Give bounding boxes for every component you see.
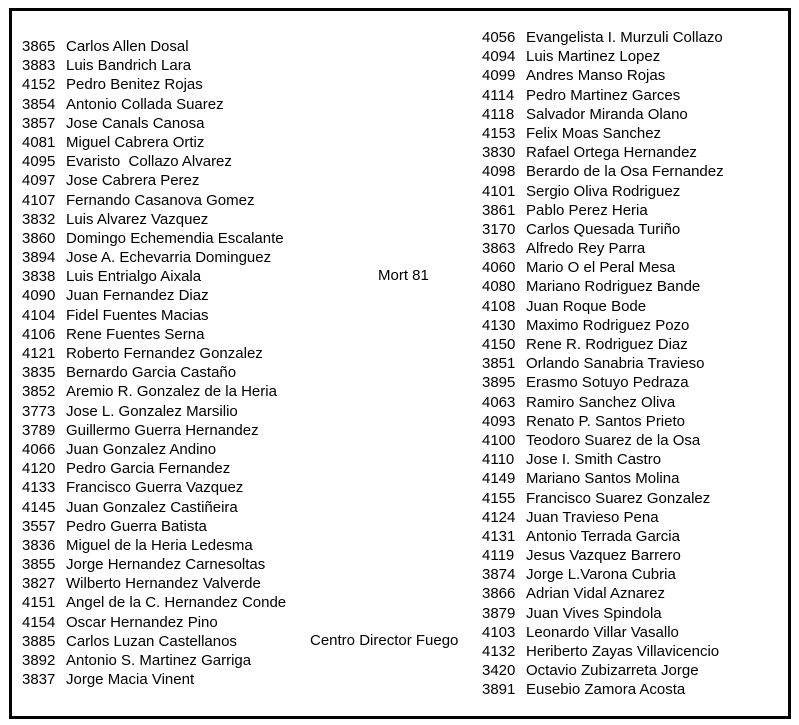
member-name: Alfredo Rey Parra xyxy=(526,240,646,258)
member-number: 4120 xyxy=(22,460,56,478)
member-number: 3170 xyxy=(482,220,516,238)
member-name: Jesus Vazquez Barrero xyxy=(526,547,681,565)
member-number: 4124 xyxy=(482,508,516,526)
member-number: 4060 xyxy=(482,259,516,277)
list-item xyxy=(22,651,286,670)
list-item xyxy=(482,642,724,661)
member-number: 3420 xyxy=(482,662,516,680)
list-item xyxy=(22,75,286,94)
member-number: 3835 xyxy=(22,364,56,382)
member-number: 4104 xyxy=(22,306,56,324)
member-number: 4133 xyxy=(22,479,56,497)
member-number: 3837 xyxy=(22,671,56,689)
member-name: Luis Martinez Lopez xyxy=(526,48,661,66)
right-name-column xyxy=(482,28,724,700)
list-item xyxy=(22,171,286,190)
member-name: Antonio Terrada Garcia xyxy=(526,527,680,545)
list-item xyxy=(22,229,286,248)
member-name: Antonio S. Martinez Garriga xyxy=(66,652,252,669)
list-item xyxy=(482,680,724,699)
list-item xyxy=(482,277,724,296)
member-number: 4149 xyxy=(482,470,516,488)
list-item xyxy=(482,297,724,316)
member-number: 3863 xyxy=(482,240,516,258)
list-item xyxy=(22,363,286,382)
list-item xyxy=(22,152,286,171)
left-name-column xyxy=(22,37,286,689)
member-name: Octavio Zubizarreta Jorge xyxy=(526,662,699,680)
member-name: Jorge Hernandez Carnesoltas xyxy=(66,556,266,574)
member-number: 4066 xyxy=(22,440,56,458)
member-number: 4100 xyxy=(482,431,516,449)
member-number: 3855 xyxy=(22,556,56,574)
member-name: Miguel de la Heria Ledesma xyxy=(66,536,253,554)
list-item xyxy=(482,86,724,105)
member-number: 3830 xyxy=(482,144,516,162)
list-item xyxy=(482,412,724,431)
member-name: Luis Entrialgo Aixala xyxy=(66,268,202,286)
list-item xyxy=(22,632,286,651)
member-name: Luis Alvarez Vazquez xyxy=(66,210,209,228)
member-number: 4108 xyxy=(482,297,516,315)
member-name: Pedro Martinez Garces xyxy=(526,86,681,104)
list-item xyxy=(482,661,724,680)
list-item xyxy=(22,421,286,440)
member-number: 4090 xyxy=(22,287,56,305)
member-number: 3832 xyxy=(22,210,56,228)
list-item xyxy=(22,440,286,459)
list-item xyxy=(482,105,724,124)
list-item xyxy=(482,220,724,239)
member-name: Erasmo Sotuyo Pedraza xyxy=(526,374,689,392)
member-name: Ramiro Sanchez Oliva xyxy=(526,393,676,411)
list-item xyxy=(482,201,724,220)
member-number: 4150 xyxy=(482,336,516,353)
member-number: 3885 xyxy=(22,632,56,650)
member-number: 4097 xyxy=(22,172,56,190)
list-item xyxy=(22,133,286,152)
member-number: 3827 xyxy=(22,575,56,593)
list-item xyxy=(482,489,724,508)
member-name: Juan Fernandez Diaz xyxy=(66,287,209,305)
member-number: 3838 xyxy=(22,268,56,286)
member-name: Felix Moas Sanchez xyxy=(526,124,662,142)
list-item xyxy=(22,613,286,632)
member-name: Leonardo Villar Vasallo xyxy=(526,623,679,641)
member-number: 4107 xyxy=(22,191,56,209)
list-item xyxy=(482,335,724,354)
list-item xyxy=(482,431,724,450)
member-number: 4121 xyxy=(22,345,56,362)
member-name: Mariano Rodriguez Bande xyxy=(526,278,701,296)
list-item xyxy=(22,95,286,114)
list-item xyxy=(482,373,724,392)
member-number: 4103 xyxy=(482,623,516,641)
list-item xyxy=(482,393,724,412)
member-number: 3891 xyxy=(482,681,516,699)
member-number: 4153 xyxy=(482,124,516,142)
member-number: 4131 xyxy=(482,527,516,545)
member-name: Carlos Allen Dosal xyxy=(66,38,189,55)
list-item xyxy=(482,239,724,258)
member-number: 4145 xyxy=(22,498,56,516)
member-name: Pedro Guerra Batista xyxy=(66,517,207,535)
member-name: Bernardo Garcia Castaño xyxy=(66,364,237,382)
member-number: 4093 xyxy=(482,412,516,430)
member-number: 4098 xyxy=(482,163,516,181)
member-number: 4080 xyxy=(482,278,516,296)
member-number: 3836 xyxy=(22,536,56,554)
list-item xyxy=(22,286,286,305)
member-number: 3874 xyxy=(482,566,516,584)
list-item xyxy=(22,191,286,210)
member-name: Carlos Quesada Turiño xyxy=(526,220,681,238)
list-item xyxy=(482,28,724,47)
member-name: Luis Bandrich Lara xyxy=(66,57,192,75)
member-name: Jose A. Echevarria Dominguez xyxy=(66,249,272,267)
member-name: Mario O el Peral Mesa xyxy=(526,259,676,277)
member-name: Jorge L.Varona Cubria xyxy=(526,566,676,584)
member-number: 4119 xyxy=(482,547,515,565)
member-number: 4095 xyxy=(22,153,56,171)
member-number: 3851 xyxy=(482,355,516,373)
list-item xyxy=(22,593,286,612)
member-number: 4063 xyxy=(482,393,516,411)
member-number: 4094 xyxy=(482,48,516,66)
member-name: Francisco Suarez Gonzalez xyxy=(526,489,711,507)
member-number: 4154 xyxy=(22,613,56,631)
list-item xyxy=(482,354,724,373)
member-number: 3895 xyxy=(482,374,516,392)
member-name: Wilberto Hernandez Valverde xyxy=(66,575,261,593)
member-name: Juan Gonzalez Andino xyxy=(66,440,217,458)
list-item xyxy=(22,210,286,229)
list-item xyxy=(482,182,724,201)
list-item xyxy=(22,306,286,325)
member-number: 4132 xyxy=(482,643,516,660)
member-name: Juan Roque Bode xyxy=(526,297,647,315)
member-name: Aremio R. Gonzalez de la Heria xyxy=(66,383,277,401)
member-number: 3892 xyxy=(22,652,56,669)
member-name: Evangelista I. Murzuli Collazo xyxy=(526,29,723,46)
member-number: 4152 xyxy=(22,76,56,94)
list-item xyxy=(482,47,724,66)
list-item xyxy=(482,66,724,85)
member-name: Domingo Echemendia Escalante xyxy=(66,229,284,247)
list-item xyxy=(482,258,724,277)
member-name: Roberto Fernandez Gonzalez xyxy=(66,345,263,362)
member-number: 3857 xyxy=(22,114,56,132)
member-name: Renato P. Santos Prieto xyxy=(526,412,685,430)
member-number: 3861 xyxy=(482,201,516,219)
list-item xyxy=(22,56,286,75)
member-name: Adrian Vidal Aznarez xyxy=(526,585,665,603)
list-item xyxy=(482,508,724,527)
member-name: Rene Fuentes Serna xyxy=(66,325,205,343)
list-item xyxy=(22,574,286,593)
member-number: 4106 xyxy=(22,325,56,343)
list-item xyxy=(22,517,286,536)
member-name: Angel de la C. Hernandez Conde xyxy=(66,594,287,612)
list-item xyxy=(22,267,286,286)
member-name: Fidel Fuentes Macias xyxy=(66,306,209,324)
list-item xyxy=(482,143,724,162)
member-number: 4130 xyxy=(482,316,516,334)
list-item xyxy=(22,382,286,401)
list-item xyxy=(22,670,286,689)
member-number: 4155 xyxy=(482,489,516,507)
list-item xyxy=(22,114,286,133)
list-item xyxy=(482,124,724,143)
member-number: 4101 xyxy=(482,182,516,200)
member-number: 3865 xyxy=(22,38,56,55)
member-name: Jose I. Smith Castro xyxy=(526,451,662,469)
member-name: Heriberto Zayas Villavicencio xyxy=(526,643,720,660)
member-number: 3894 xyxy=(22,249,56,267)
list-item xyxy=(22,555,286,574)
member-number: 4118 xyxy=(482,105,515,123)
list-item xyxy=(22,344,286,363)
member-number: 4114 xyxy=(482,86,515,104)
member-name: Oscar Hernandez Pino xyxy=(66,613,218,631)
member-number: 3854 xyxy=(22,95,56,113)
list-item xyxy=(22,536,286,555)
list-item xyxy=(482,469,724,488)
member-number: 3773 xyxy=(22,402,56,420)
member-name: Eusebio Zamora Acosta xyxy=(526,681,686,699)
member-number: 3789 xyxy=(22,421,56,439)
note-mort: Mort 81 xyxy=(378,267,429,284)
member-name: Miguel Cabrera Ortiz xyxy=(66,133,205,151)
member-number: 4081 xyxy=(22,133,56,151)
list-item xyxy=(482,527,724,546)
member-name: Francisco Guerra Vazquez xyxy=(66,479,244,497)
member-name: Rafael Ortega Hernandez xyxy=(526,144,697,162)
member-name: Maximo Rodriguez Pozo xyxy=(526,316,690,334)
member-number: 3866 xyxy=(482,585,516,603)
member-number: 4056 xyxy=(482,29,516,46)
list-item xyxy=(22,325,286,344)
member-name: Sergio Oliva Rodriguez xyxy=(526,182,681,200)
member-number: 3879 xyxy=(482,604,516,622)
member-name: Rene R. Rodriguez Diaz xyxy=(526,336,688,353)
member-name: Carlos Luzan Castellanos xyxy=(66,632,237,650)
note-centro-director: Centro Director Fuego xyxy=(310,632,459,649)
member-name: Mariano Santos Molina xyxy=(526,470,680,488)
member-name: Guillermo Guerra Hernandez xyxy=(66,421,259,439)
member-name: Fernando Casanova Gomez xyxy=(66,191,255,209)
member-name: Evaristo Collazo Alvarez xyxy=(66,153,232,171)
member-name: Juan Vives Spindola xyxy=(526,604,662,622)
member-name: Teodoro Suarez de la Osa xyxy=(526,431,701,449)
member-number: 3860 xyxy=(22,229,56,247)
member-name: Juan Gonzalez Castiñeira xyxy=(66,498,238,516)
list-item xyxy=(22,37,286,56)
member-number: 3883 xyxy=(22,57,56,75)
member-name: Jorge Macia Vinent xyxy=(66,671,195,689)
member-name: Jose Cabrera Perez xyxy=(66,172,200,190)
member-name: Pedro Benitez Rojas xyxy=(66,76,203,94)
list-item xyxy=(482,316,724,335)
member-number: 3852 xyxy=(22,383,56,401)
list-item xyxy=(482,162,724,181)
list-item xyxy=(22,498,286,517)
member-name: Salvador Miranda Olano xyxy=(526,105,688,123)
list-item xyxy=(22,459,286,478)
member-name: Antonio Collada Suarez xyxy=(66,95,224,113)
member-name: Andres Manso Rojas xyxy=(526,67,666,85)
list-item xyxy=(482,450,724,469)
list-item xyxy=(482,584,724,603)
list-item xyxy=(22,402,286,421)
member-name: Pablo Perez Heria xyxy=(526,201,648,219)
member-name: Berardo de la Osa Fernandez xyxy=(526,163,724,181)
member-name: Juan Travieso Pena xyxy=(526,508,659,526)
member-name: Pedro Garcia Fernandez xyxy=(66,460,231,478)
member-number: 3557 xyxy=(22,517,56,535)
list-item xyxy=(482,565,724,584)
list-item xyxy=(22,248,286,267)
list-item xyxy=(482,546,724,565)
list-item xyxy=(22,478,286,497)
member-name: Jose Canals Canosa xyxy=(66,114,205,132)
list-item xyxy=(482,623,724,642)
member-name: Jose L. Gonzalez Marsilio xyxy=(66,402,238,420)
member-name: Orlando Sanabria Travieso xyxy=(526,355,705,373)
list-item xyxy=(482,604,724,623)
member-number: 4110 xyxy=(482,451,515,469)
member-number: 4151 xyxy=(22,594,56,612)
member-number: 4099 xyxy=(482,67,516,85)
